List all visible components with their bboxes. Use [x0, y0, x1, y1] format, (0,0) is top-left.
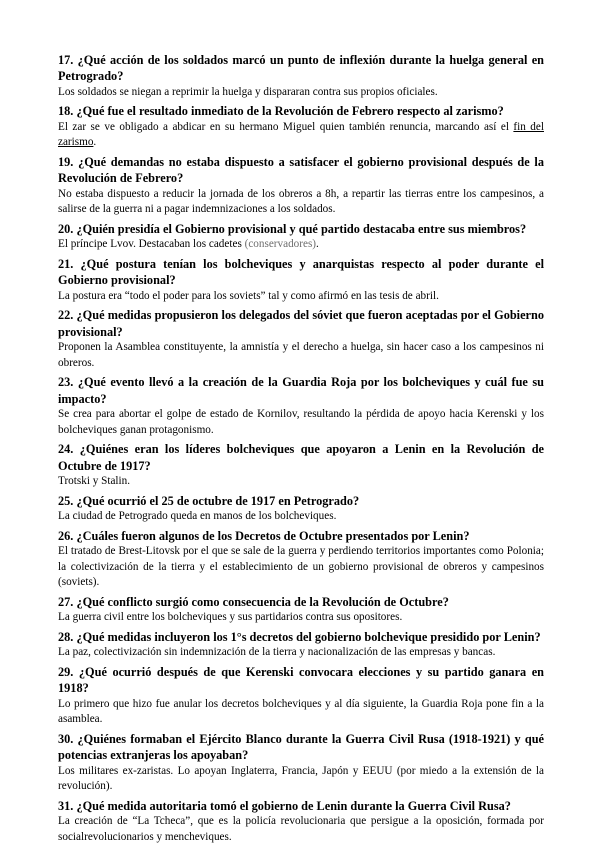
question: 20. ¿Quién presidía el Gobierno provisional y qué partido destacaba entre sus miembros?: [58, 222, 527, 236]
answer-text: El zar se ve obligado a abdicar en su hermano Miguel quien también renuncia, marcando así el: [58, 120, 514, 133]
answer: La creación de “La Tcheca”, que es la policía revolucionaria que persigue a la oposición, formada por socialrevolucionarios y mencheviques.: [58, 815, 544, 843]
qa-item-31: [58, 798, 544, 846]
answer-gray-text: (conservadores): [244, 238, 317, 251]
qa-item-24: [58, 441, 544, 489]
answer: Se crea para abortar el golpe de estado de Kornilov, resultando la pérdida de apoyo hacia Kerenski y los bolcheviques ganan protagonismo.: [58, 408, 544, 436]
answer: Proponen la Asamblea constituyente, la amnistía y el derecho a huelga, sin hacer caso a los campesinos ni obreros.: [58, 341, 544, 369]
answer-end: .: [93, 136, 97, 149]
question: 25. ¿Qué ocurrió el 25 de octubre de 1917 en Petrogrado?: [58, 493, 360, 508]
qa-item-25: [58, 493, 544, 525]
answer: La paz, colectivización sin indemnización de la tierra y nacionalización de las empresas y bancas.: [58, 646, 496, 659]
answer-end: .: [316, 238, 319, 251]
qa-item-22: [58, 307, 544, 371]
qa-item-21: [58, 256, 544, 304]
answer: El tratado de Brest-Litovsk por el que se sale de la guerra y perdiendo territorios importantes como Polonia; la colectivización de la tierra y el establecimiento de un gobierno provisional de obreros y campesinos (soviets).: [58, 545, 544, 589]
answer-text: El príncipe Lvov. Destacaban los cadetes: [58, 238, 245, 251]
question: 17. ¿Qué acción de los soldados marcó un punto de inflexión durante la huelga general en Petrogrado?: [58, 53, 544, 84]
qa-item-27: [58, 594, 544, 626]
question: 28. ¿Qué medidas incluyeron los 1°s decretos del gobierno bolchevique presidido por Lenin?: [58, 630, 541, 644]
qa-item-19: [58, 154, 544, 218]
qa-item-26: [58, 528, 544, 591]
qa-item-29: [58, 664, 544, 728]
qa-item-28: [58, 629, 544, 661]
answer: La guerra civil entre los bolcheviques y sus partidarios contra sus opositores.: [58, 611, 403, 624]
answer: La postura era “todo el poder para los soviets” tal y como afirmó en las tesis de abril.: [58, 289, 439, 302]
answer-underlined-text: fin del zarismo: [58, 120, 544, 149]
question: 21. ¿Qué postura tenían los bolcheviques y anarquistas respecto al poder durante el Gobierno provisional?: [58, 257, 544, 288]
answer: Los soldados se niegan a reprimir la huelga y dispararan contra sus propios oficiales.: [58, 85, 438, 98]
qa-item-30: [58, 731, 544, 795]
qa-item-20: [58, 221, 544, 253]
answer: Trotski y Stalin.: [58, 475, 131, 488]
qa-item-17: [58, 52, 544, 100]
question: 26. ¿Cuáles fueron algunos de los Decretos de Octubre presentados por Lenin?: [58, 528, 470, 543]
answer: Los militares ex-zaristas. Lo apoyan Inglaterra, Francia, Japón y EEUU (por miedo a la extensión de la revolución).: [58, 764, 544, 793]
question: 22. ¿Qué medidas propusieron los delegados del sóviet que fueron aceptadas por el Gobierno provisional?: [58, 308, 544, 339]
answer: [58, 237, 544, 253]
qa-item-18: [58, 103, 544, 151]
question: 19. ¿Qué demandas no estaba dispuesto a satisfacer el gobierno provisional después de la Revolución de Febrero?: [58, 155, 544, 186]
answer: [58, 120, 544, 151]
question: 23. ¿Qué evento llevó a la creación de la Guardia Roja por los bolcheviques y cuál fue su impacto?: [58, 375, 544, 406]
document-page: [58, 52, 544, 849]
qa-item-23: [58, 374, 544, 438]
question: 24. ¿Quiénes eran los líderes bolcheviques que apoyaron a Lenin en la Revolución de Octubre de 1917?: [58, 442, 544, 473]
question: 29. ¿Qué ocurrió después de que Kerenski convocara elecciones y su partido ganara en 1918?: [58, 665, 544, 696]
answer: No estaba dispuesto a reducir la jornada de los obreros a 8h, a repartir las tierras entre los campesinos, a salirse de la guerra ni a pagar indemnizaciones a los soldados.: [58, 187, 544, 216]
answer: Lo primero que hizo fue anular los decretos bolcheviques y al día siguiente, la Guardia Roja pone fin a la asamblea.: [58, 697, 544, 726]
question: 30. ¿Quiénes formaban el Ejército Blanco durante la Guerra Civil Rusa (1918-1921) y qué potencias extranjeras los apoyaban?: [58, 732, 544, 763]
answer: La ciudad de Petrogrado queda en manos de los bolcheviques.: [58, 510, 337, 523]
question: 31. ¿Qué medida autoritaria tomó el gobierno de Lenin durante la Guerra Civil Rusa?: [58, 799, 511, 813]
question: 18. ¿Qué fue el resultado inmediato de la Revolución de Febrero respecto al zarismo?: [58, 104, 504, 119]
question: 27. ¿Qué conflicto surgió como consecuencia de la Revolución de Octubre?: [58, 595, 449, 609]
